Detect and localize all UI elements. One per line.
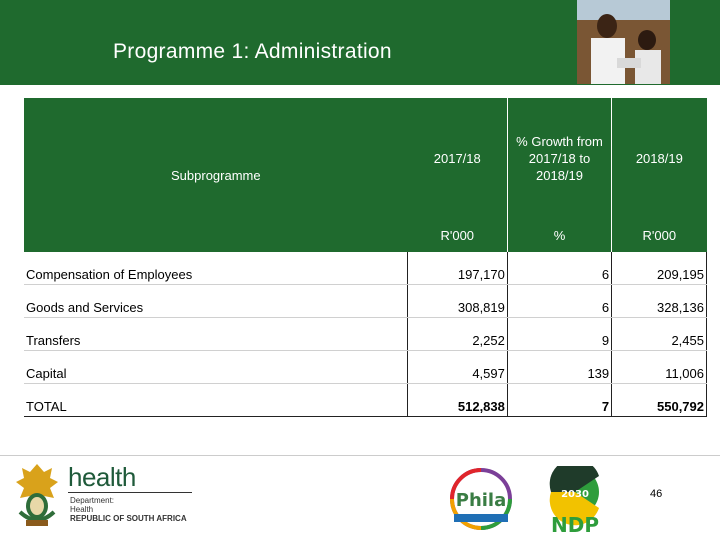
table-row [24, 285, 707, 318]
col-header-growth: % Growth from 2017/18 to 2018/19 [507, 98, 611, 218]
cell-growth: 139 [507, 351, 611, 384]
row-label: Goods and Services [24, 285, 408, 318]
cell-2018: 328,136 [612, 285, 707, 318]
unit-growth: % [507, 218, 611, 252]
table-row [24, 252, 707, 285]
total-row [24, 384, 707, 417]
col-header-2017: 2017/18 [408, 98, 508, 218]
phila-word: Phila [455, 490, 507, 511]
country-name: REPUBLIC OF SOUTH AFRICA [70, 514, 187, 523]
cell-2017: 4,597 [408, 351, 508, 384]
total-growth: 7 [507, 384, 611, 417]
cell-2017: 197,170 [408, 252, 508, 285]
footer-divider [0, 455, 720, 456]
table-row [24, 351, 707, 384]
page-title: Programme 1: Administration [113, 40, 392, 63]
total-label: TOTAL [24, 384, 408, 417]
cell-2017: 308,819 [408, 285, 508, 318]
page-number: 46 [650, 488, 663, 500]
cell-2018: 2,455 [612, 318, 707, 351]
cell-2018: 209,195 [612, 252, 707, 285]
table-row [24, 318, 707, 351]
health-logo-text: health [68, 462, 136, 492]
subprogramme-header: Subprogramme [24, 98, 408, 252]
cell-growth: 9 [507, 318, 611, 351]
dept-label: Department: [70, 496, 115, 505]
budget-table [24, 98, 707, 417]
total-2017: 512,838 [408, 384, 508, 417]
ndp-word: NDP [551, 513, 599, 536]
table-header-row [24, 98, 707, 218]
phila-logo [440, 468, 522, 530]
coat-of-arms-icon [12, 462, 62, 528]
cell-growth: 6 [507, 252, 611, 285]
row-label: Transfers [24, 318, 408, 351]
row-label: Compensation of Employees [24, 252, 408, 285]
dept-name: Health [70, 505, 94, 514]
ndp-2030-logo [536, 466, 614, 536]
cell-growth: 6 [507, 285, 611, 318]
header-photo [577, 0, 670, 84]
ndp-year: 2030 [561, 489, 589, 500]
row-label: Capital [24, 351, 408, 384]
col-header-2018: 2018/19 [612, 98, 707, 218]
cell-2017: 2,252 [408, 318, 508, 351]
health-logo-rule [68, 492, 192, 493]
unit-2017: R'000 [408, 218, 508, 252]
header-banner [0, 0, 720, 85]
total-2018: 550,792 [612, 384, 707, 417]
cell-2018: 11,006 [612, 351, 707, 384]
unit-2018: R'000 [612, 218, 707, 252]
